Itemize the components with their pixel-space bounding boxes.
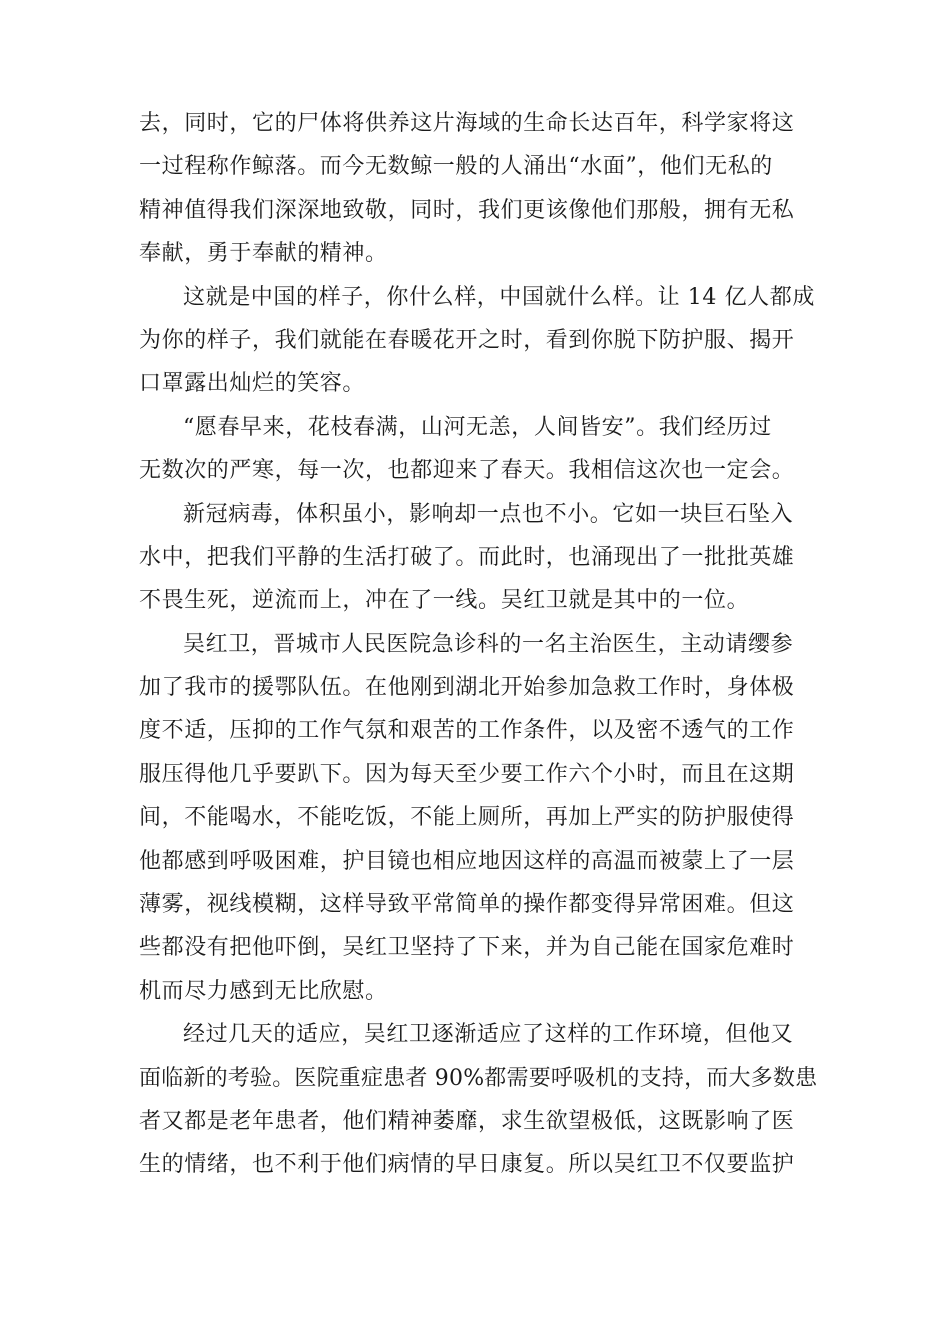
text-line: 服压得他几乎要趴下。因为每天至少要工作六个小时，而且在这期 — [139, 761, 795, 787]
text-line: 加了我市的援鄂队伍。在他刚到湖北开始参加急救工作时，身体极 — [139, 675, 795, 701]
text-line: 一过程称作鲸落。而今无数鲸一般的人涌出“水面”，他们无私的 — [139, 154, 773, 180]
text-line: 为你的样子，我们就能在春暖花开之时，看到你脱下防护服、揭开 — [139, 327, 795, 353]
text-line: 间，不能喝水，不能吃饭，不能上厕所，再加上严实的防护服使得 — [139, 805, 795, 831]
text-line: 无数次的严寒，每一次，也都迎来了春天。我相信这次也一定会。 — [139, 458, 795, 484]
text-line: 新冠病毒，体积虽小，影响却一点也不小。它如一块巨石坠入 — [183, 501, 794, 527]
text-line: 水中，把我们平静的生活打破了。而此时，也涌现出了一批批英雄 — [139, 544, 795, 570]
text-line: 吴红卫，晋城市人民医院急诊科的一名主治医生，主动请缨参 — [183, 631, 794, 657]
text-line: 机而尽力感到无比欣慰。 — [139, 978, 388, 1004]
text-line: 面临新的考验。医院重症患者 90%都需要呼吸机的支持，而大多数患 — [139, 1065, 818, 1091]
text-line: 度不适，压抑的工作气氛和艰苦的工作条件，以及密不透气的工作 — [139, 718, 795, 744]
text-line: 些都没有把他吓倒，吴红卫坚持了下来，并为自己能在国家危难时 — [139, 935, 795, 961]
text-line: 去，同时，它的尸体将供养这片海域的生命长达百年，科学家将这 — [139, 111, 795, 136]
text-line: 薄雾，视线模糊，这样导致平常简单的操作都变得异常困难。但这 — [139, 892, 795, 918]
text-line: 奉献，勇于奉献的精神。 — [139, 241, 388, 267]
text-line: 他都感到呼吸困难，护目镜也相应地因这样的高温而被蒙上了一层 — [139, 848, 795, 874]
body-text — [139, 102, 819, 1187]
text-line: 不畏生死，逆流而上，冲在了一线。吴红卫就是其中的一位。 — [139, 588, 750, 614]
text-line: 生的情绪，也不利于他们病情的早日康复。所以吴红卫不仅要监护 — [139, 1152, 795, 1178]
text-line: “愿春早来，花枝春满，山河无恙，人间皆安”。我们经历过 — [183, 414, 772, 440]
text-line: 这就是中国的样子，你什么样，中国就什么样。让 14 亿人都成 — [183, 284, 815, 310]
text-line: 精神值得我们深深地致敬，同时，我们更该像他们那般，拥有无私 — [139, 197, 795, 223]
text-line: 经过几天的适应，吴红卫逐渐适应了这样的工作环境，但他又 — [183, 1022, 794, 1048]
text-line: 口罩露出灿烂的笑容。 — [139, 371, 366, 397]
text-line: 者又都是老年患者，他们精神萎靡，求生欲望极低，这既影响了医 — [139, 1108, 795, 1134]
